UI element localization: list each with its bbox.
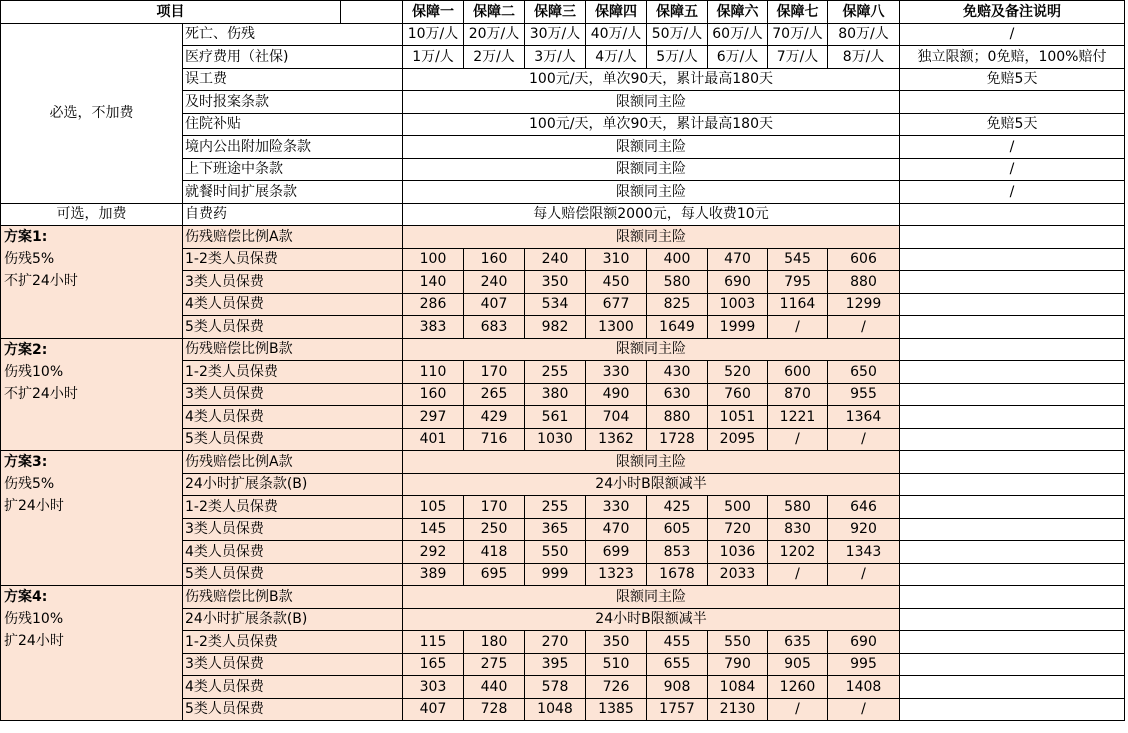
note-cell bbox=[900, 473, 1125, 496]
premium-value: 350 bbox=[525, 271, 586, 294]
premium-value: 795 bbox=[768, 271, 828, 294]
premium-value: 275 bbox=[464, 653, 525, 676]
premium-value: 690 bbox=[828, 631, 900, 654]
premium-value: 250 bbox=[464, 518, 525, 541]
premium-value: 716 bbox=[464, 428, 525, 451]
header-col-7: 保障七 bbox=[768, 1, 828, 24]
premium-value: 760 bbox=[708, 383, 768, 406]
header-spacer bbox=[341, 1, 403, 24]
premium-value: 418 bbox=[464, 541, 525, 564]
premium-value: 1678 bbox=[647, 563, 708, 586]
premium-value: 380 bbox=[525, 383, 586, 406]
note-cell: / bbox=[900, 23, 1125, 46]
premium-value: / bbox=[828, 563, 900, 586]
premium-value: 1202 bbox=[768, 541, 828, 564]
premium-value: 165 bbox=[403, 653, 464, 676]
premium-value: 982 bbox=[525, 316, 586, 339]
premium-value: 677 bbox=[586, 293, 647, 316]
premium-value: 455 bbox=[647, 631, 708, 654]
note-cell bbox=[900, 698, 1125, 721]
premium-value: / bbox=[828, 698, 900, 721]
premium-value: 1757 bbox=[647, 698, 708, 721]
note-cell bbox=[900, 226, 1125, 249]
premium-value: 395 bbox=[525, 653, 586, 676]
premium-value: 728 bbox=[464, 698, 525, 721]
note-cell bbox=[900, 496, 1125, 519]
premium-value: 400 bbox=[647, 248, 708, 271]
premium-value: 160 bbox=[403, 383, 464, 406]
premium-value: / bbox=[828, 428, 900, 451]
fee-name: 4类人员保费 bbox=[183, 406, 403, 429]
premium-value: 383 bbox=[403, 316, 464, 339]
premium-value: 520 bbox=[708, 361, 768, 384]
premium-value: 407 bbox=[464, 293, 525, 316]
merged-value: 24小时B限额减半 bbox=[403, 473, 900, 496]
clause-name: 误工费 bbox=[183, 68, 403, 91]
clause-name: 自费药 bbox=[183, 203, 403, 226]
limit-value: 50万/人 bbox=[647, 23, 708, 46]
plan-title: 方案1: bbox=[4, 229, 48, 245]
clause-name: 伤残赔偿比例B款 bbox=[183, 338, 403, 361]
premium-value: 297 bbox=[403, 406, 464, 429]
note-cell bbox=[900, 406, 1125, 429]
premium-value: 578 bbox=[525, 676, 586, 699]
plan-line1: 伤残5% bbox=[4, 476, 55, 492]
premium-value: 160 bbox=[464, 248, 525, 271]
fee-name: 4类人员保费 bbox=[183, 676, 403, 699]
premium-value: 1030 bbox=[525, 428, 586, 451]
clause-name: 境内公出附加险条款 bbox=[183, 136, 403, 159]
premium-value: 430 bbox=[647, 361, 708, 384]
merged-value: 限额同主险 bbox=[403, 226, 900, 249]
plan-title: 方案2: bbox=[4, 341, 48, 358]
note-cell: 免赔5天 bbox=[900, 68, 1125, 91]
merged-value: 限额同主险 bbox=[403, 451, 900, 474]
premium-value: 905 bbox=[768, 653, 828, 676]
limit-value: 40万/人 bbox=[586, 23, 647, 46]
fee-name: 4类人员保费 bbox=[183, 293, 403, 316]
limit-value: 30万/人 bbox=[525, 23, 586, 46]
premium-value: 1323 bbox=[586, 563, 647, 586]
header-col-3: 保障三 bbox=[525, 1, 586, 24]
premium-value: 500 bbox=[708, 496, 768, 519]
premium-value: / bbox=[768, 316, 828, 339]
premium-value: 1260 bbox=[768, 676, 828, 699]
premium-value: 286 bbox=[403, 293, 464, 316]
premium-value: 450 bbox=[586, 271, 647, 294]
limit-value: 2万/人 bbox=[464, 46, 525, 69]
fee-name: 5类人员保费 bbox=[183, 316, 403, 339]
premium-value: 646 bbox=[828, 496, 900, 519]
premium-value: 534 bbox=[525, 293, 586, 316]
note-cell bbox=[900, 203, 1125, 226]
plan-label bbox=[1, 451, 183, 586]
plan-label bbox=[1, 586, 183, 721]
premium-value: 545 bbox=[768, 248, 828, 271]
premium-value: 853 bbox=[647, 541, 708, 564]
note-cell bbox=[900, 563, 1125, 586]
fee-name: 1-2类人员保费 bbox=[183, 496, 403, 519]
merged-value: 限额同主险 bbox=[403, 136, 900, 159]
premium-value: 350 bbox=[586, 631, 647, 654]
plan-line1: 伤残10% bbox=[4, 363, 64, 380]
premium-value: 240 bbox=[525, 248, 586, 271]
plan-line1: 伤残10% bbox=[4, 611, 64, 627]
premium-value: 1221 bbox=[768, 406, 828, 429]
premium-value: 490 bbox=[586, 383, 647, 406]
premium-value: 100 bbox=[403, 248, 464, 271]
note-cell bbox=[900, 271, 1125, 294]
merged-value: 24小时B限额减半 bbox=[403, 608, 900, 631]
merged-value: 限额同主险 bbox=[403, 91, 900, 114]
premium-value: 955 bbox=[828, 383, 900, 406]
note-cell bbox=[900, 248, 1125, 271]
plan-line2: 不扩24小时 bbox=[4, 273, 78, 289]
premium-value: 510 bbox=[586, 653, 647, 676]
premium-value: 170 bbox=[464, 361, 525, 384]
plan-line1: 伤残5% bbox=[4, 251, 55, 267]
premium-value: 720 bbox=[708, 518, 768, 541]
premium-value: / bbox=[768, 698, 828, 721]
limit-value: 4万/人 bbox=[586, 46, 647, 69]
limit-value: 80万/人 bbox=[828, 23, 900, 46]
merged-value: 每人赔偿限额2000元，每人收费10元 bbox=[403, 203, 900, 226]
plan-label bbox=[1, 338, 183, 451]
fee-name: 5类人员保费 bbox=[183, 563, 403, 586]
header-note: 免赔及备注说明 bbox=[900, 1, 1125, 24]
premium-value: 270 bbox=[525, 631, 586, 654]
optional-row bbox=[1, 203, 1125, 226]
clause-name: 及时报案条款 bbox=[183, 91, 403, 114]
premium-value: 880 bbox=[828, 271, 900, 294]
premium-value: 561 bbox=[525, 406, 586, 429]
premium-value: 825 bbox=[647, 293, 708, 316]
fee-name: 3类人员保费 bbox=[183, 271, 403, 294]
clause-name: 住院补贴 bbox=[183, 113, 403, 136]
plan-line2: 扩24小时 bbox=[4, 498, 64, 514]
premium-value: 830 bbox=[768, 518, 828, 541]
premium-value: 790 bbox=[708, 653, 768, 676]
merged-value: 限额同主险 bbox=[403, 181, 900, 204]
plan-title: 方案3: bbox=[4, 454, 48, 470]
premium-value: 1999 bbox=[708, 316, 768, 339]
limit-value: 60万/人 bbox=[708, 23, 768, 46]
premium-value: 115 bbox=[403, 631, 464, 654]
note-cell bbox=[900, 428, 1125, 451]
header-item: 项目 bbox=[1, 1, 341, 24]
premium-value: 1649 bbox=[647, 316, 708, 339]
premium-value: 908 bbox=[647, 676, 708, 699]
limit-value: 6万/人 bbox=[708, 46, 768, 69]
premium-value: 1048 bbox=[525, 698, 586, 721]
merged-value: 限额同主险 bbox=[403, 586, 900, 609]
premium-value: 1385 bbox=[586, 698, 647, 721]
premium-value: 401 bbox=[403, 428, 464, 451]
premium-value: 429 bbox=[464, 406, 525, 429]
clause-name: 死亡、伤残 bbox=[183, 23, 403, 46]
merged-value: 限额同主险 bbox=[403, 338, 900, 361]
header-col-1: 保障一 bbox=[403, 1, 464, 24]
note-cell bbox=[900, 518, 1125, 541]
premium-value: 145 bbox=[403, 518, 464, 541]
premium-value: 255 bbox=[525, 496, 586, 519]
premium-value: 699 bbox=[586, 541, 647, 564]
header-col-8: 保障八 bbox=[828, 1, 900, 24]
premium-value: / bbox=[768, 428, 828, 451]
premium-value: 999 bbox=[525, 563, 586, 586]
plan-clause-row bbox=[1, 226, 1125, 249]
premium-value: 407 bbox=[403, 698, 464, 721]
premium-value: 1408 bbox=[828, 676, 900, 699]
clause-name: 上下班途中条款 bbox=[183, 158, 403, 181]
premium-value: 1164 bbox=[768, 293, 828, 316]
premium-value: 695 bbox=[464, 563, 525, 586]
premium-value: 880 bbox=[647, 406, 708, 429]
note-cell bbox=[900, 338, 1125, 361]
premium-value: 425 bbox=[647, 496, 708, 519]
optional-label: 可选，加费 bbox=[1, 203, 183, 226]
premium-value: 650 bbox=[828, 361, 900, 384]
premium-value: 330 bbox=[586, 496, 647, 519]
note-cell bbox=[900, 451, 1125, 474]
premium-value: 330 bbox=[586, 361, 647, 384]
clause-name: 24小时扩展条款(B) bbox=[183, 608, 403, 631]
plan-clause-row bbox=[1, 338, 1125, 361]
clause-name: 24小时扩展条款(B) bbox=[183, 473, 403, 496]
premium-value: 630 bbox=[647, 383, 708, 406]
premium-value: 1300 bbox=[586, 316, 647, 339]
premium-value: 1036 bbox=[708, 541, 768, 564]
premium-value: 1084 bbox=[708, 676, 768, 699]
premium-value: 606 bbox=[828, 248, 900, 271]
header-col-6: 保障六 bbox=[708, 1, 768, 24]
premium-value: 580 bbox=[647, 271, 708, 294]
premium-value: 550 bbox=[525, 541, 586, 564]
premium-value: / bbox=[828, 316, 900, 339]
premium-value: 1051 bbox=[708, 406, 768, 429]
fee-name: 3类人员保费 bbox=[183, 653, 403, 676]
plan-line2: 扩24小时 bbox=[4, 633, 64, 649]
fee-name: 1-2类人员保费 bbox=[183, 361, 403, 384]
clause-name: 伤残赔偿比例A款 bbox=[183, 451, 403, 474]
premium-value: 255 bbox=[525, 361, 586, 384]
clause-name: 伤残赔偿比例B款 bbox=[183, 586, 403, 609]
premium-value: 635 bbox=[768, 631, 828, 654]
note-cell: 独立限额；0免赔，100%赔付 bbox=[900, 46, 1125, 69]
premium-value: 292 bbox=[403, 541, 464, 564]
note-cell bbox=[900, 293, 1125, 316]
fee-name: 3类人员保费 bbox=[183, 383, 403, 406]
table-body bbox=[1, 1, 1125, 721]
clause-name: 就餐时间扩展条款 bbox=[183, 181, 403, 204]
note-cell bbox=[900, 676, 1125, 699]
premium-value: 580 bbox=[768, 496, 828, 519]
limit-value: 1万/人 bbox=[403, 46, 464, 69]
fee-name: 5类人员保费 bbox=[183, 428, 403, 451]
premium-value: 1364 bbox=[828, 406, 900, 429]
premium-value: 1728 bbox=[647, 428, 708, 451]
premium-value: 690 bbox=[708, 271, 768, 294]
premium-value: 1343 bbox=[828, 541, 900, 564]
premium-value: 170 bbox=[464, 496, 525, 519]
premium-value: 140 bbox=[403, 271, 464, 294]
limit-value: 10万/人 bbox=[403, 23, 464, 46]
premium-value: 870 bbox=[768, 383, 828, 406]
note-cell bbox=[900, 631, 1125, 654]
premium-value: 2033 bbox=[708, 563, 768, 586]
premium-value: 1299 bbox=[828, 293, 900, 316]
note-cell: / bbox=[900, 136, 1125, 159]
premium-value: 1003 bbox=[708, 293, 768, 316]
limit-value: 20万/人 bbox=[464, 23, 525, 46]
premium-value: 2095 bbox=[708, 428, 768, 451]
merged-value: 100元/天，单次90天，累计最高180天 bbox=[403, 68, 900, 91]
limit-value: 7万/人 bbox=[768, 46, 828, 69]
premium-value: 105 bbox=[403, 496, 464, 519]
plan-line2: 不扩24小时 bbox=[4, 385, 78, 402]
header-row bbox=[1, 1, 1125, 24]
header-col-5: 保障五 bbox=[647, 1, 708, 24]
merged-value: 限额同主险 bbox=[403, 158, 900, 181]
premium-value: 995 bbox=[828, 653, 900, 676]
note-cell: / bbox=[900, 181, 1125, 204]
fee-name: 1-2类人员保费 bbox=[183, 248, 403, 271]
premium-value: 310 bbox=[586, 248, 647, 271]
premium-value: 1362 bbox=[586, 428, 647, 451]
premium-value: 470 bbox=[708, 248, 768, 271]
premium-value: 655 bbox=[647, 653, 708, 676]
premium-value: 265 bbox=[464, 383, 525, 406]
fee-name: 3类人员保费 bbox=[183, 518, 403, 541]
header-col-2: 保障二 bbox=[464, 1, 525, 24]
clause-name: 伤残赔偿比例A款 bbox=[183, 226, 403, 249]
premium-value: 180 bbox=[464, 631, 525, 654]
premium-value: 470 bbox=[586, 518, 647, 541]
premium-value: 389 bbox=[403, 563, 464, 586]
header-col-4: 保障四 bbox=[586, 1, 647, 24]
required-label: 必选，不加费 bbox=[1, 23, 183, 203]
premium-value: 240 bbox=[464, 271, 525, 294]
note-cell bbox=[900, 361, 1125, 384]
plan-title: 方案4: bbox=[4, 589, 48, 605]
plan-label bbox=[1, 226, 183, 339]
note-cell: / bbox=[900, 158, 1125, 181]
premium-value: 683 bbox=[464, 316, 525, 339]
fee-name: 5类人员保费 bbox=[183, 698, 403, 721]
merged-value: 100元/天，单次90天，累计最高180天 bbox=[403, 113, 900, 136]
premium-value: 920 bbox=[828, 518, 900, 541]
premium-value: 704 bbox=[586, 406, 647, 429]
limit-value: 3万/人 bbox=[525, 46, 586, 69]
note-cell bbox=[900, 653, 1125, 676]
note-cell bbox=[900, 541, 1125, 564]
premium-value: 550 bbox=[708, 631, 768, 654]
fee-name: 4类人员保费 bbox=[183, 541, 403, 564]
premium-value: 440 bbox=[464, 676, 525, 699]
plan-clause-row bbox=[1, 586, 1125, 609]
required-row bbox=[1, 23, 1125, 46]
premium-value: 303 bbox=[403, 676, 464, 699]
premium-value: 365 bbox=[525, 518, 586, 541]
premium-value: 605 bbox=[647, 518, 708, 541]
clause-name: 医疗费用（社保) bbox=[183, 46, 403, 69]
note-cell bbox=[900, 316, 1125, 339]
premium-value: 110 bbox=[403, 361, 464, 384]
fee-name: 1-2类人员保费 bbox=[183, 631, 403, 654]
note-cell bbox=[900, 383, 1125, 406]
note-cell bbox=[900, 91, 1125, 114]
note-cell: 免赔5天 bbox=[900, 113, 1125, 136]
premium-value: 726 bbox=[586, 676, 647, 699]
limit-value: 70万/人 bbox=[768, 23, 828, 46]
premium-value: 2130 bbox=[708, 698, 768, 721]
note-cell bbox=[900, 608, 1125, 631]
plan-clause-row bbox=[1, 451, 1125, 474]
note-cell bbox=[900, 586, 1125, 609]
premium-value: 600 bbox=[768, 361, 828, 384]
limit-value: 8万/人 bbox=[828, 46, 900, 69]
limit-value: 5万/人 bbox=[647, 46, 708, 69]
premium-value: / bbox=[768, 563, 828, 586]
